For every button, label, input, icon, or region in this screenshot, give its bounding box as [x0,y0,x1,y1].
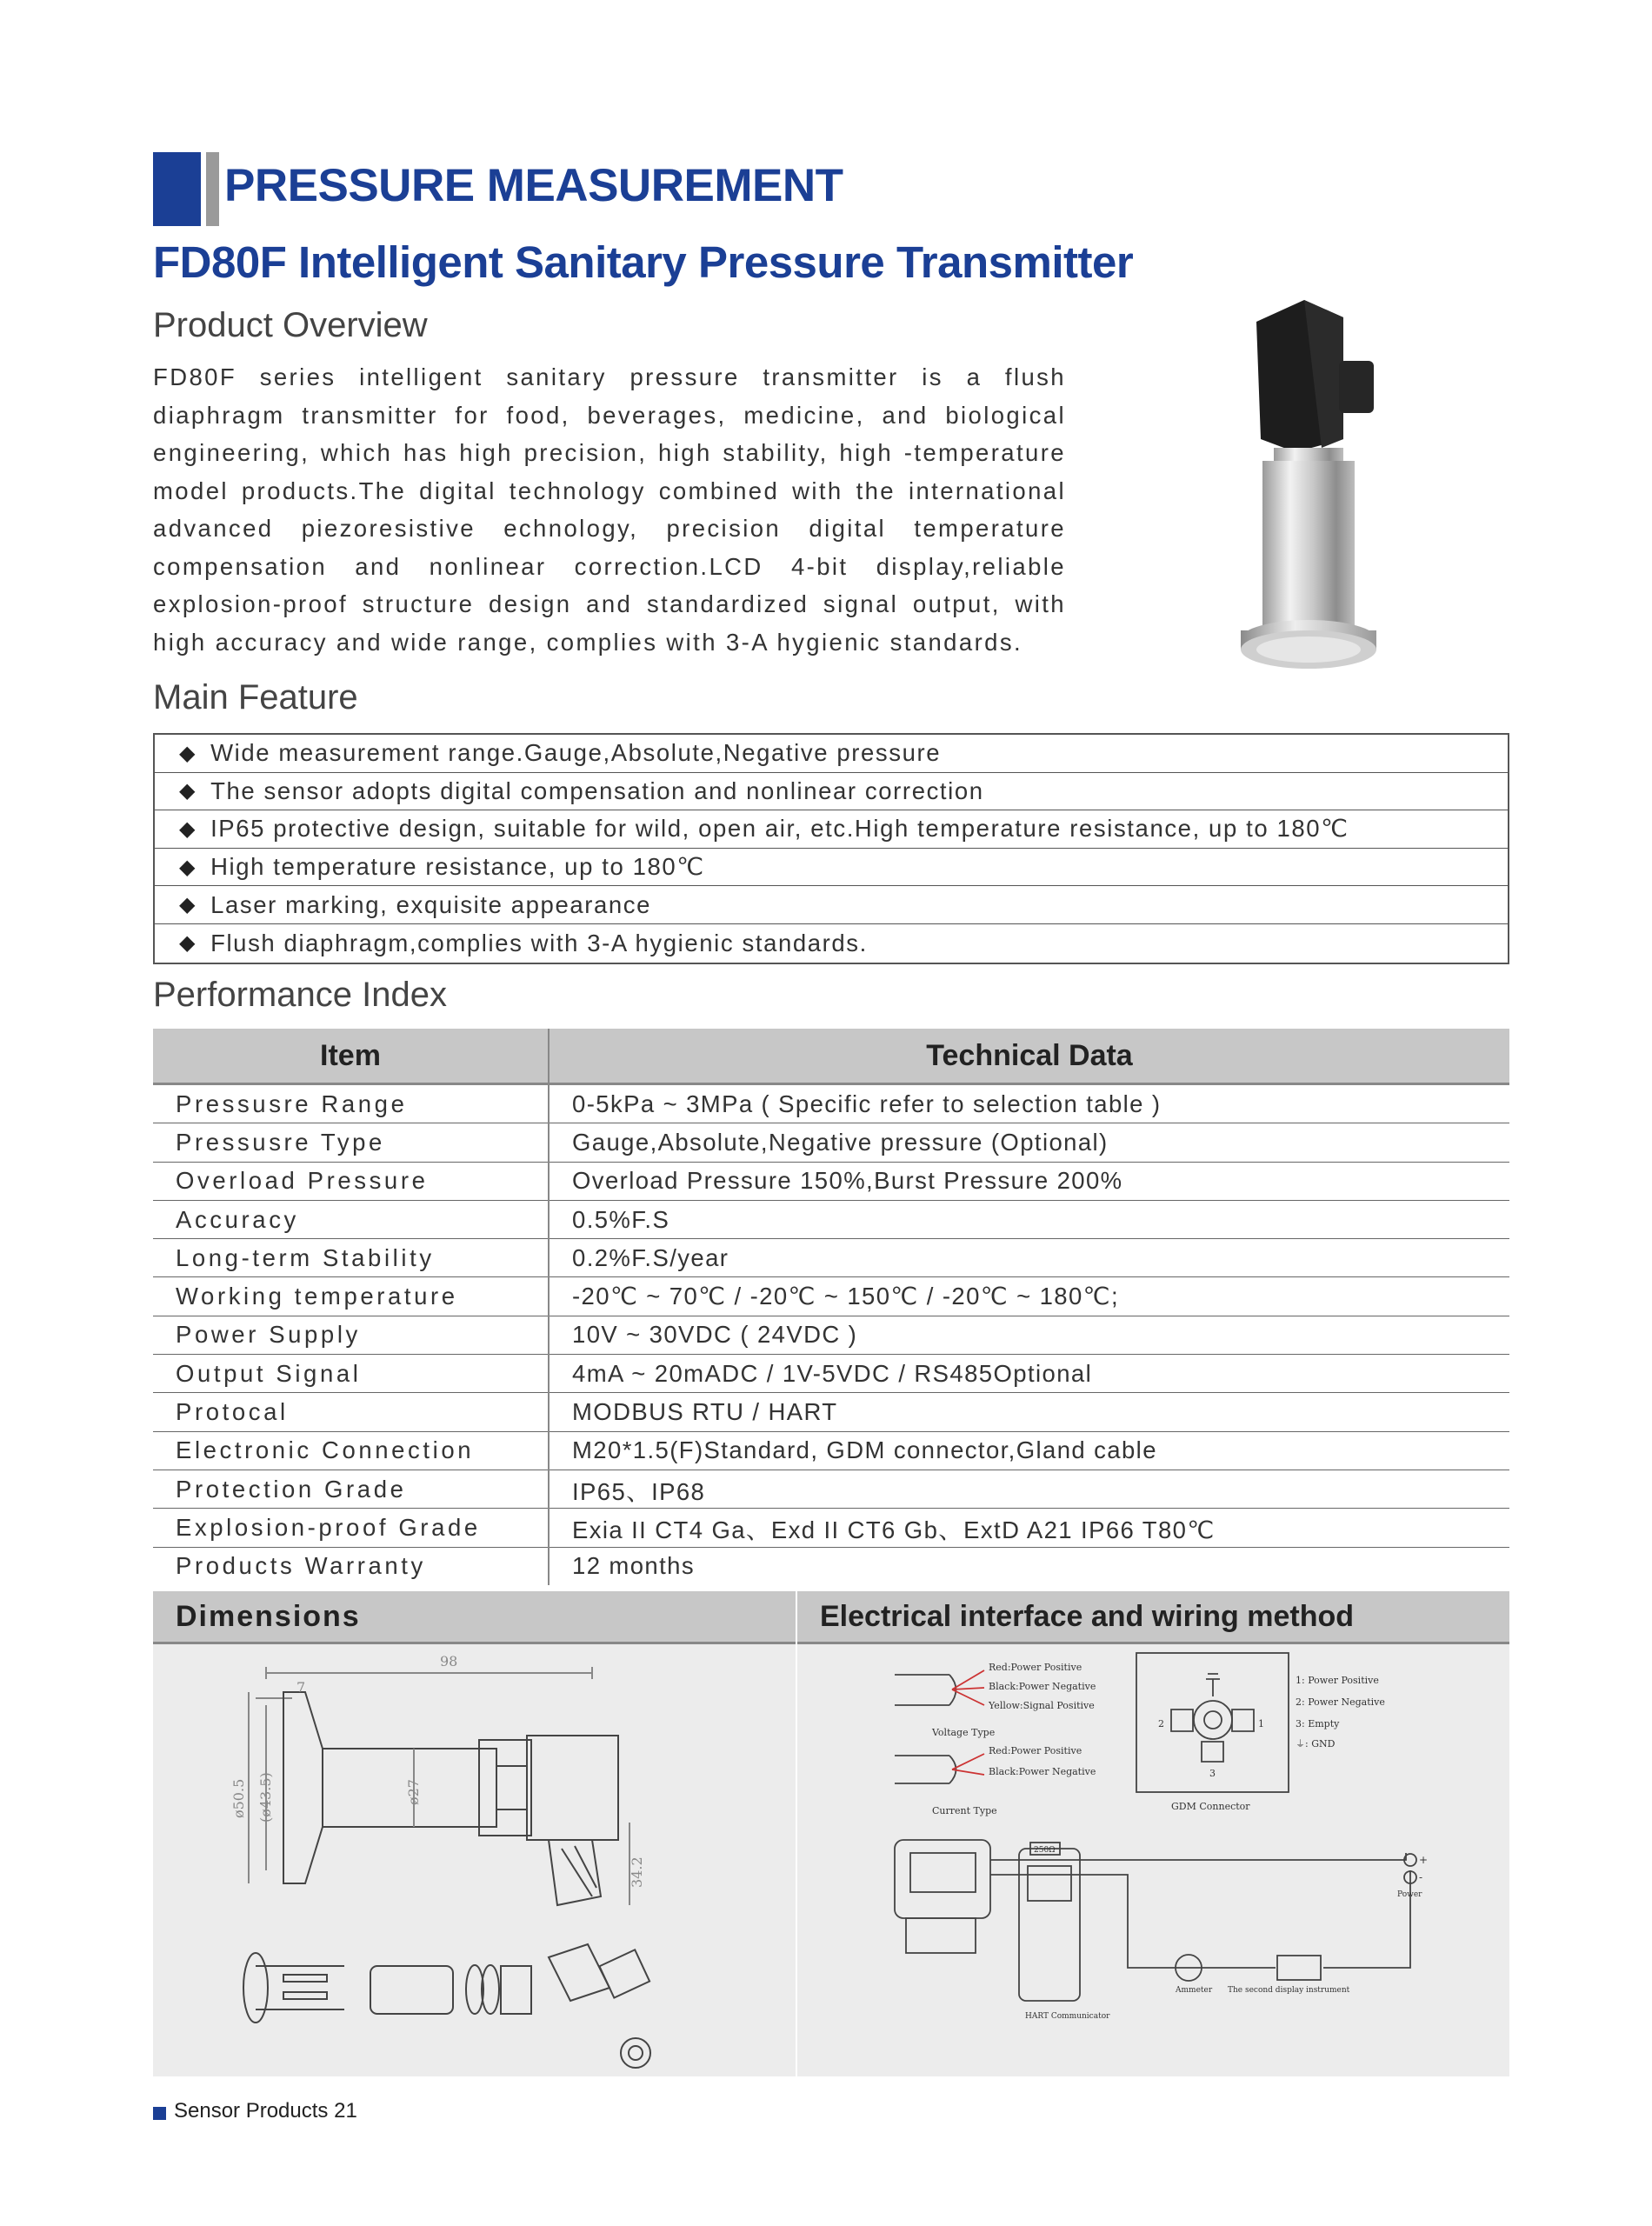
current-caption: Current Type [932,1805,997,1816]
feature-text: IP65 protective design, suitable for wild, open air, etc.High temperature resistance, up to 180℃ [210,815,1349,843]
feature-item [155,773,1508,811]
bullet-icon: ◆ [179,855,197,879]
item-cell: Pressusre Range [153,1084,549,1123]
ammeter-label: Ammeter [1176,1986,1213,1995]
overview-text: FD80F series intelligent sanitary pressure transmitter is a flush diaphragm transmitter for food, beverages, medicine, and biological engineering, which has high precision, high stability, high -temperature model products.The digital technology combined with the international advanced piezoresistive echnology, precision digital temperature compensation and nonlinear correction.LCD 4-bit display,reliable explosion-proof structure design and standardized signal output, with high accuracy and wide range, complies with 3-A hygienic standards. [153,363,1066,656]
gdm-caption: GDM Connector [1171,1801,1250,1812]
item-cell: Overload Pressure [153,1162,549,1200]
table-row [153,1547,1509,1585]
resistor-label: 250Ω [1034,1846,1056,1855]
footer-page-label: Sensor Products 21 [174,2099,357,2123]
gdm-number-3: 3 [1209,1768,1216,1779]
feature-text: The sensor adopts digital compensation and nonlinear correction [210,776,984,804]
feature-item [155,735,1508,773]
table-row [153,1470,1509,1508]
gdm-number-1: 1 [1258,1718,1264,1729]
value-cell: 12 months [572,1552,696,1580]
feature-item [155,886,1508,924]
feature-item [155,849,1508,887]
item-cell: Output Signal [153,1355,549,1393]
dimensions-heading: Dimensions [153,1591,796,1644]
product-title: FD80F Intelligent Sanitary Pressure Transmitter [153,237,1134,287]
feature-text: Wide measurement range.Gauge,Absolute,Negative pressure [210,739,942,767]
item-cell: Pressusre Type [153,1123,549,1162]
value-cell: Gauge,Absolute,Negative pressure (Optional) [549,1123,1509,1162]
value-cell: 10V ~ 30VDC ( 24VDC ) [549,1316,1509,1354]
value-cell: M20*1.5(F)Standard, GDM connector,Gland cable [549,1431,1509,1470]
table-row [153,1123,1509,1162]
value-cell: 0.2%F.S/year [549,1239,1509,1277]
value-cell: IP65、IP68 [549,1470,1509,1508]
display-label: The second display instrument [1228,1986,1350,1995]
value-cell: 0-5kPa ~ 3MPa ( Specific refer to selection table ) [549,1084,1509,1123]
dimensions-panel [153,1591,796,2076]
item-cell: Protocal [153,1393,549,1431]
feature-text: High temperature resistance, up to 180℃ [210,853,705,881]
voltage-caption: Voltage Type [932,1727,996,1738]
current-black-label: Black:Power Negative [989,1766,1096,1777]
table-row [153,1393,1509,1431]
table-row [153,1277,1509,1316]
section-title: PRESSURE MEASUREMENT [224,160,843,211]
item-cell: Power Supply [153,1316,549,1354]
header-accent-block [153,152,201,226]
value-cell: Overload Pressure 150%,Burst Pressure 200% [549,1162,1509,1200]
bullet-icon: ◆ [179,893,197,917]
value-cell: Exia II CT4 Ga、Exd II CT6 Gb、ExtD A21 IP66 T80℃ [549,1509,1509,1547]
gdm-pin-gnd: ⏚: GND [1296,1738,1336,1749]
wiring-panel [797,1591,1509,2076]
dim-label-7: 7 [296,1679,306,1696]
table-row [153,1509,1509,1547]
item-cell: Protection Grade [153,1470,549,1508]
item-cell: Long-term Stability [153,1239,549,1277]
dimension-drawing [153,1644,796,2079]
table-row [153,1200,1509,1238]
feature-list [153,733,1509,964]
column-header-data: Technical Data [549,1029,1509,1084]
dim-label-43: (ø43.5) [257,1772,274,1823]
table-row [153,1355,1509,1393]
voltage-red-label: Red:Power Positive [989,1662,1082,1673]
current-red-label: Red:Power Positive [989,1745,1082,1756]
table-row [153,1431,1509,1470]
dim-label-27: ø27 [405,1779,422,1805]
features-heading: Main Feature [153,678,358,716]
power-minus-label: - [1419,1871,1423,1883]
performance-table [153,1029,1509,1585]
product-photo [1191,300,1426,674]
item-cell: Electronic Connection [153,1431,549,1470]
table-row [153,1162,1509,1200]
value-cell: 0.5%F.S [549,1200,1509,1238]
wiring-diagram [797,1644,1509,2079]
feature-item [155,810,1508,849]
item-cell: Products Warranty [153,1547,549,1585]
feature-text: Laser marking, exquisite appearance [210,890,652,918]
dim-label-98: 98 [440,1653,458,1670]
overview-heading: Product Overview [153,306,428,344]
wiring-heading: Electrical interface and wiring method [797,1591,1509,1644]
table-row [153,1239,1509,1277]
gdm-number-2: 2 [1158,1718,1164,1729]
item-cell: Explosion-proof Grade [153,1509,549,1547]
dim-label-50: ø50.5 [230,1778,247,1818]
footer-square-icon [153,2107,166,2120]
power-label: Power [1397,1890,1422,1899]
item-cell: Working temperature [153,1277,549,1316]
gdm-pin-3: 3: Empty [1296,1718,1340,1729]
table-row [153,1084,1509,1123]
bullet-icon: ◆ [179,931,197,956]
header-accent-bar [206,152,219,226]
gdm-pin-2: 2: Power Negative [1296,1696,1385,1708]
feature-text: Flush diaphragm,complies with 3-A hygienic standards. [210,929,868,956]
power-plus-label: + [1419,1854,1429,1866]
table-row [153,1316,1509,1354]
value-cell: -20℃ ~ 70℃ / -20℃ ~ 150℃ / -20℃ ~ 180℃; [549,1277,1509,1316]
feature-item [155,924,1508,963]
bullet-icon: ◆ [179,816,197,841]
voltage-yellow-label: Yellow:Signal Positive [989,1700,1095,1711]
performance-heading: Performance Index [153,976,447,1014]
item-cell: Accuracy [153,1200,549,1238]
bullet-icon: ◆ [179,741,197,765]
value-cell: MODBUS RTU / HART [549,1393,1509,1431]
value-cell: 4mA ~ 20mADC / 1V-5VDC / RS485Optional [549,1355,1509,1393]
voltage-black-label: Black:Power Negative [989,1681,1096,1692]
hart-label: HART Communicator [1025,2012,1110,2021]
bullet-icon: ◆ [179,779,197,803]
gdm-pin-1: 1: Power Positive [1296,1675,1379,1686]
column-header-item: Item [153,1029,549,1084]
dim-label-34: 34.2 [629,1856,645,1888]
